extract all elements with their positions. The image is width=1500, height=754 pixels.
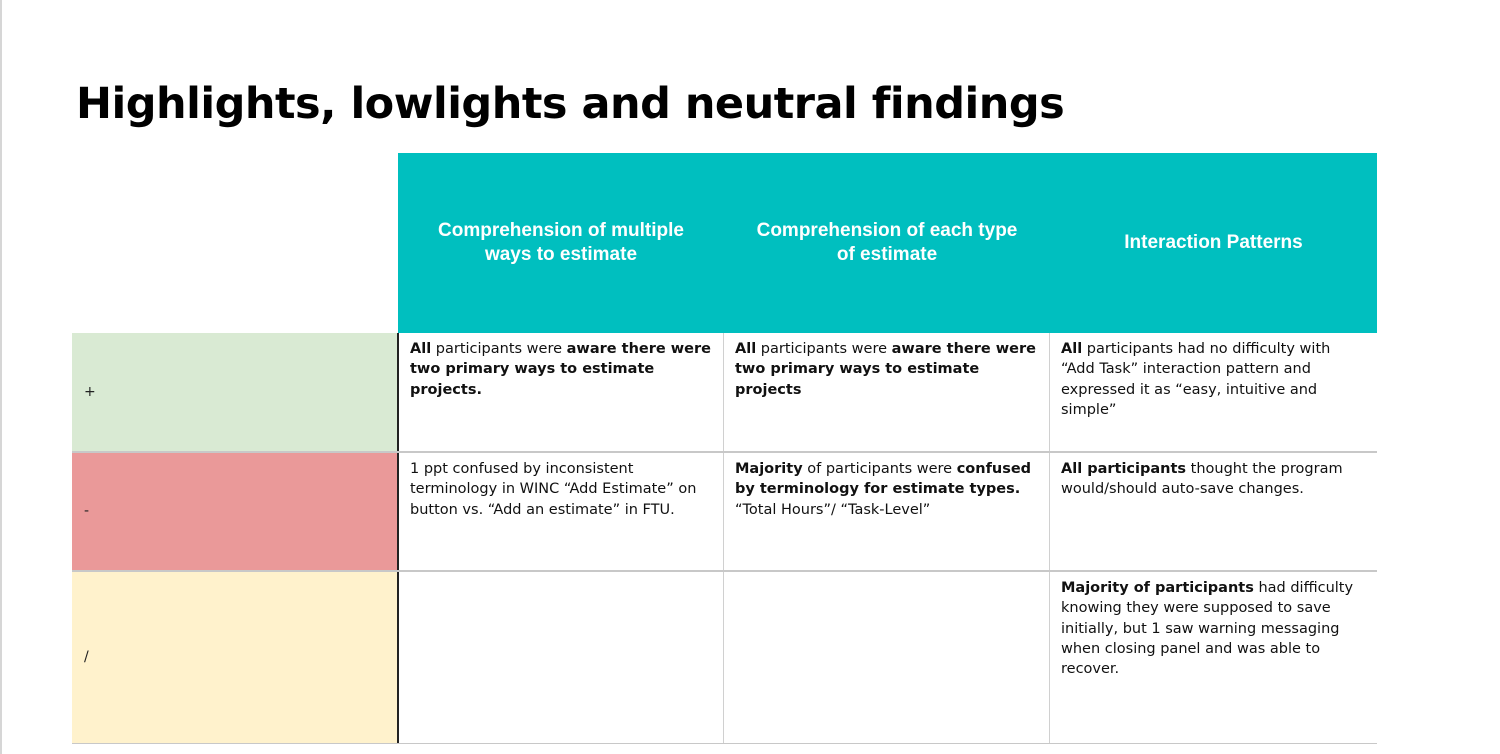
cell-text: participants were [756, 341, 892, 357]
table-cell [724, 572, 1049, 743]
table-cell [1050, 572, 1377, 743]
cell-text: thought the program would/should auto-save changes. [1061, 461, 1343, 498]
bold-text: confused by terminology for estimate types. [735, 461, 1032, 498]
column-header-line: of estimate [836, 244, 938, 265]
column-header-line: Interaction Patterns [1124, 232, 1303, 253]
row-label-lowlights [72, 452, 397, 570]
table-cell [399, 572, 723, 743]
table-cell [399, 333, 723, 451]
column-header-multiple-ways [398, 153, 724, 333]
bold-text: All [1061, 341, 1083, 357]
table-cell [1050, 453, 1377, 570]
row-divider [72, 743, 1377, 744]
page-left-border [0, 0, 2, 754]
table-cell [724, 453, 1049, 570]
cell-text: of participants were [802, 461, 957, 477]
column-divider [723, 333, 724, 744]
page-title: Highlights, lowlights and neutral findings [76, 79, 1065, 129]
bold-text: All participants [1061, 461, 1187, 477]
cell-text: 1 ppt confused by inconsistent terminology in WINC “Add Estimate” on button vs. “Add an estimate” in FTU. [410, 461, 697, 518]
column-header-line: Comprehension of multiple [438, 220, 684, 241]
row-label-neutral [72, 571, 397, 743]
bold-text: All [735, 341, 757, 357]
cell-text: “Total Hours”/ “Task-Level” [735, 501, 931, 518]
column-header-estimate-types [724, 153, 1050, 333]
table-cell [399, 453, 723, 570]
column-header-line: ways to estimate [484, 244, 638, 265]
column-header-interaction-patterns [1050, 153, 1377, 333]
column-divider [1049, 333, 1050, 744]
row-divider [72, 451, 1377, 453]
row-label-text: / [84, 649, 89, 665]
bold-text: All [410, 341, 432, 357]
row-label-highlights [72, 333, 397, 451]
column-header-line: Comprehension of each type [756, 220, 1018, 241]
row-divider [72, 570, 1377, 572]
bold-text: aware there were two primary ways to estimate projects [735, 341, 1036, 398]
table-header [398, 153, 1377, 333]
table-cell [724, 333, 1049, 451]
bold-text: aware there were two primary ways to estimate projects. [410, 341, 711, 398]
table-cell [1050, 333, 1377, 451]
row-label-text: - [84, 503, 90, 519]
bold-text: Majority of participants [1061, 580, 1254, 596]
row-label-text: + [84, 384, 96, 400]
cell-text: participants were [431, 341, 567, 357]
column-divider [397, 333, 399, 744]
cell-text: had difficulty knowing they were supposed to save initially, but 1 saw warning messaging when closing panel and was able to recover. [1061, 580, 1354, 678]
cell-text: participants had no difficulty with “Add Task” interaction pattern and expressed it as “easy, intuitive and simple” [1061, 341, 1331, 418]
bold-text: Majority [735, 461, 803, 477]
